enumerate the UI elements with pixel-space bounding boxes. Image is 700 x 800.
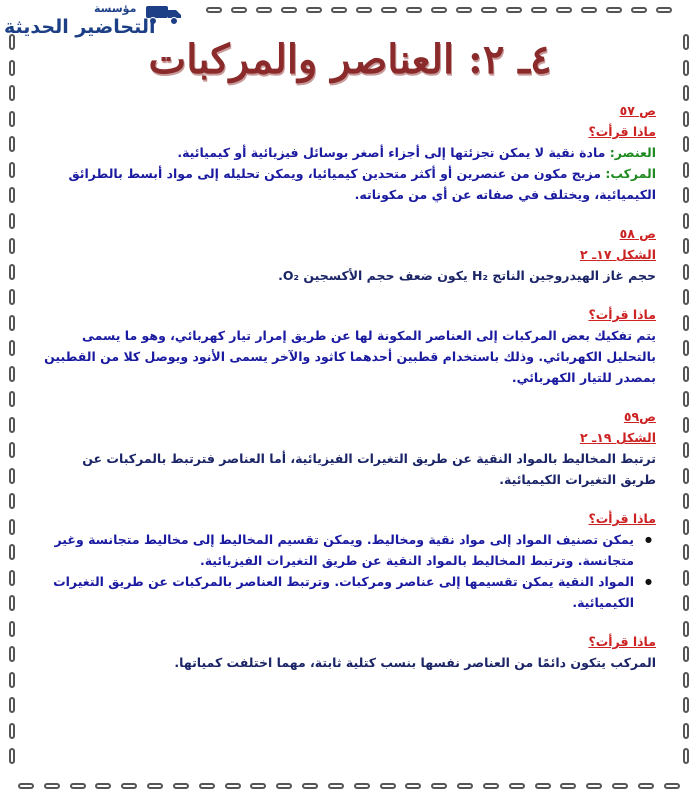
border-segment — [683, 366, 689, 382]
content — [44, 100, 656, 691]
border-segment — [9, 493, 15, 509]
section-electrolysis — [44, 304, 656, 388]
border-segment — [250, 783, 266, 789]
border-segment — [606, 7, 622, 13]
page-ref: ص٥٩ — [623, 409, 656, 424]
border-segment — [276, 783, 292, 789]
section-classification — [44, 508, 656, 613]
border-segment — [683, 391, 689, 407]
border-segment — [9, 748, 15, 764]
border-segment — [9, 85, 15, 101]
border-segment — [506, 7, 522, 13]
border-segment — [683, 519, 689, 535]
border-segment — [638, 783, 654, 789]
figure-ref: الشكل ١٩ـ ٢ — [579, 430, 656, 445]
border-segment — [664, 783, 680, 789]
border-segment — [683, 111, 689, 127]
border-segment — [9, 468, 15, 484]
border-segment — [456, 7, 472, 13]
border-segment — [586, 783, 602, 789]
border-segment — [356, 7, 372, 13]
border-segment — [683, 697, 689, 713]
border-segment — [9, 723, 15, 739]
border-segment — [483, 783, 499, 789]
border-segment — [9, 111, 15, 127]
border-segment — [231, 7, 247, 13]
border-segment — [9, 595, 15, 611]
border-segment — [683, 264, 689, 280]
border-segment — [199, 783, 215, 789]
section-fixed-ratio — [44, 631, 656, 673]
border-segment — [9, 136, 15, 152]
border-segment — [683, 85, 689, 101]
section-heading: ماذا قرأت؟ — [588, 634, 656, 649]
border-segment — [9, 621, 15, 637]
border-segment — [509, 783, 525, 789]
border-segment — [18, 783, 34, 789]
border-segment — [612, 783, 628, 789]
list-item: ● يمكن تصنيف المواد إلى مواد نقية ومخاليط. ويمكن تقسيم المخاليط إلى مخاليط متجانسة وغير متجانسة. وترتبط المخاليط بالمواد النقية عن طريق التغيرات الفيزيائية. — [44, 529, 634, 571]
section-p59 — [44, 406, 656, 490]
answer-text: المركب يتكون دائمًا من العناصر نفسها بنسب كتلية ثابتة، مهما اختلفت كمياتها. — [174, 655, 656, 670]
border-segment — [535, 783, 551, 789]
border-segment — [683, 213, 689, 229]
border-segment — [683, 544, 689, 560]
border-segment — [381, 7, 397, 13]
border-segment — [656, 7, 672, 13]
section-p58 — [44, 223, 656, 286]
border-segment — [95, 783, 111, 789]
border-segment — [431, 783, 447, 789]
border-segment — [683, 289, 689, 305]
logo-subtitle: مؤسسة — [94, 2, 137, 15]
border-segment — [121, 783, 137, 789]
answer-text: حجم غاز الهيدروجين الناتج H₂ يكون ضعف حجم الأكسجين O₂. — [278, 268, 656, 283]
border-segment — [683, 238, 689, 254]
answer-text: يتم تفكيك بعض المركبات إلى العناصر المكونة لها عن طريق إمرار تيار كهربائي، وهو ما يسمى بالتحليل الكهربائي. وذلك باستخدام قطبين أحدهما كاثود والآخر يسمى الأنود ويوصل كلا من القطبين بمصدر للتيار الكهربائي. — [44, 328, 656, 385]
border-top — [206, 4, 672, 16]
border-segment — [9, 340, 15, 356]
border-segment — [683, 340, 689, 356]
border-segment — [457, 783, 473, 789]
border-segment — [9, 519, 15, 535]
border-bottom — [18, 780, 680, 792]
border-segment — [431, 7, 447, 13]
border-segment — [560, 783, 576, 789]
border-segment — [683, 570, 689, 586]
term-compound: المركب: — [605, 166, 656, 181]
border-left — [6, 34, 18, 764]
border-segment — [683, 468, 689, 484]
border-segment — [9, 646, 15, 662]
border-segment — [9, 213, 15, 229]
border-segment — [9, 238, 15, 254]
page-title: ٤ـ ٢: العناصر والمركبات — [148, 36, 552, 83]
border-segment — [9, 366, 15, 382]
border-segment — [354, 783, 370, 789]
definition-element — [44, 142, 656, 163]
border-segment — [531, 7, 547, 13]
border-segment — [147, 783, 163, 789]
border-segment — [683, 493, 689, 509]
border-segment — [9, 570, 15, 586]
border-segment — [9, 544, 15, 560]
border-segment — [44, 783, 60, 789]
border-segment — [9, 162, 15, 178]
border-right — [680, 34, 692, 764]
border-segment — [683, 417, 689, 433]
border-segment — [683, 672, 689, 688]
border-segment — [683, 442, 689, 458]
border-segment — [331, 7, 347, 13]
bullet-list — [44, 529, 656, 613]
term-element: العنصر: — [609, 145, 656, 160]
border-segment — [683, 621, 689, 637]
border-segment — [281, 7, 297, 13]
border-segment — [9, 672, 15, 688]
border-segment — [683, 723, 689, 739]
border-segment — [328, 783, 344, 789]
border-segment — [9, 289, 15, 305]
border-segment — [481, 7, 497, 13]
definition-compound — [44, 163, 656, 205]
border-segment — [206, 7, 222, 13]
border-segment — [306, 7, 322, 13]
border-segment — [70, 783, 86, 789]
border-segment — [256, 7, 272, 13]
border-segment — [683, 315, 689, 331]
border-segment — [173, 783, 189, 789]
section-p57 — [44, 100, 656, 205]
border-segment — [631, 7, 647, 13]
answer-text: ترتبط المخاليط بالمواد النقية عن طريق التغيرات الفيزيائية، أما العناصر فترتبط بالمركبات عن طريق التغيرات الكيميائية. — [82, 451, 656, 487]
border-segment — [683, 646, 689, 662]
section-heading: ماذا قرأت؟ — [588, 124, 656, 139]
border-segment — [581, 7, 597, 13]
border-segment — [683, 162, 689, 178]
border-segment — [302, 783, 318, 789]
page-ref: ص ٥٧ — [619, 103, 656, 118]
border-segment — [405, 783, 421, 789]
border-segment — [9, 417, 15, 433]
border-segment — [683, 187, 689, 203]
border-segment — [683, 136, 689, 152]
border-segment — [683, 595, 689, 611]
figure-ref: الشكل ١٧ـ ٢ — [579, 247, 656, 262]
list-item: ● المواد النقية يمكن تقسيمها إلى عناصر ومركبات. وترتبط العناصر بالمركبات عن طريق التغيرات الكيميائية. — [44, 571, 634, 613]
section-heading: ماذا قرأت؟ — [588, 511, 656, 526]
logo-text: التحاضير الحديثة — [4, 16, 156, 38]
border-segment — [225, 783, 241, 789]
border-segment — [380, 783, 396, 789]
border-segment — [9, 187, 15, 203]
border-segment — [9, 391, 15, 407]
border-segment — [9, 315, 15, 331]
page-ref: ص ٥٨ — [619, 226, 656, 241]
border-segment — [9, 697, 15, 713]
section-heading: ماذا قرأت؟ — [588, 307, 656, 322]
border-segment — [683, 748, 689, 764]
definition-text: مادة نقية لا يمكن تجزئتها إلى أجزاء أصغر بوسائل فيزيائية أو كيميائية. — [177, 145, 610, 160]
border-segment — [406, 7, 422, 13]
border-segment — [9, 442, 15, 458]
border-segment — [556, 7, 572, 13]
border-segment — [9, 264, 15, 280]
definition-text: مزيج مكون من عنصرين أو أكثر متحدين كيميائيا، ويمكن تحليله إلى مواد أبسط بالطرائق الكيميائية، ويختلف في صفاته عن أي من مكوناته. — [68, 166, 656, 202]
